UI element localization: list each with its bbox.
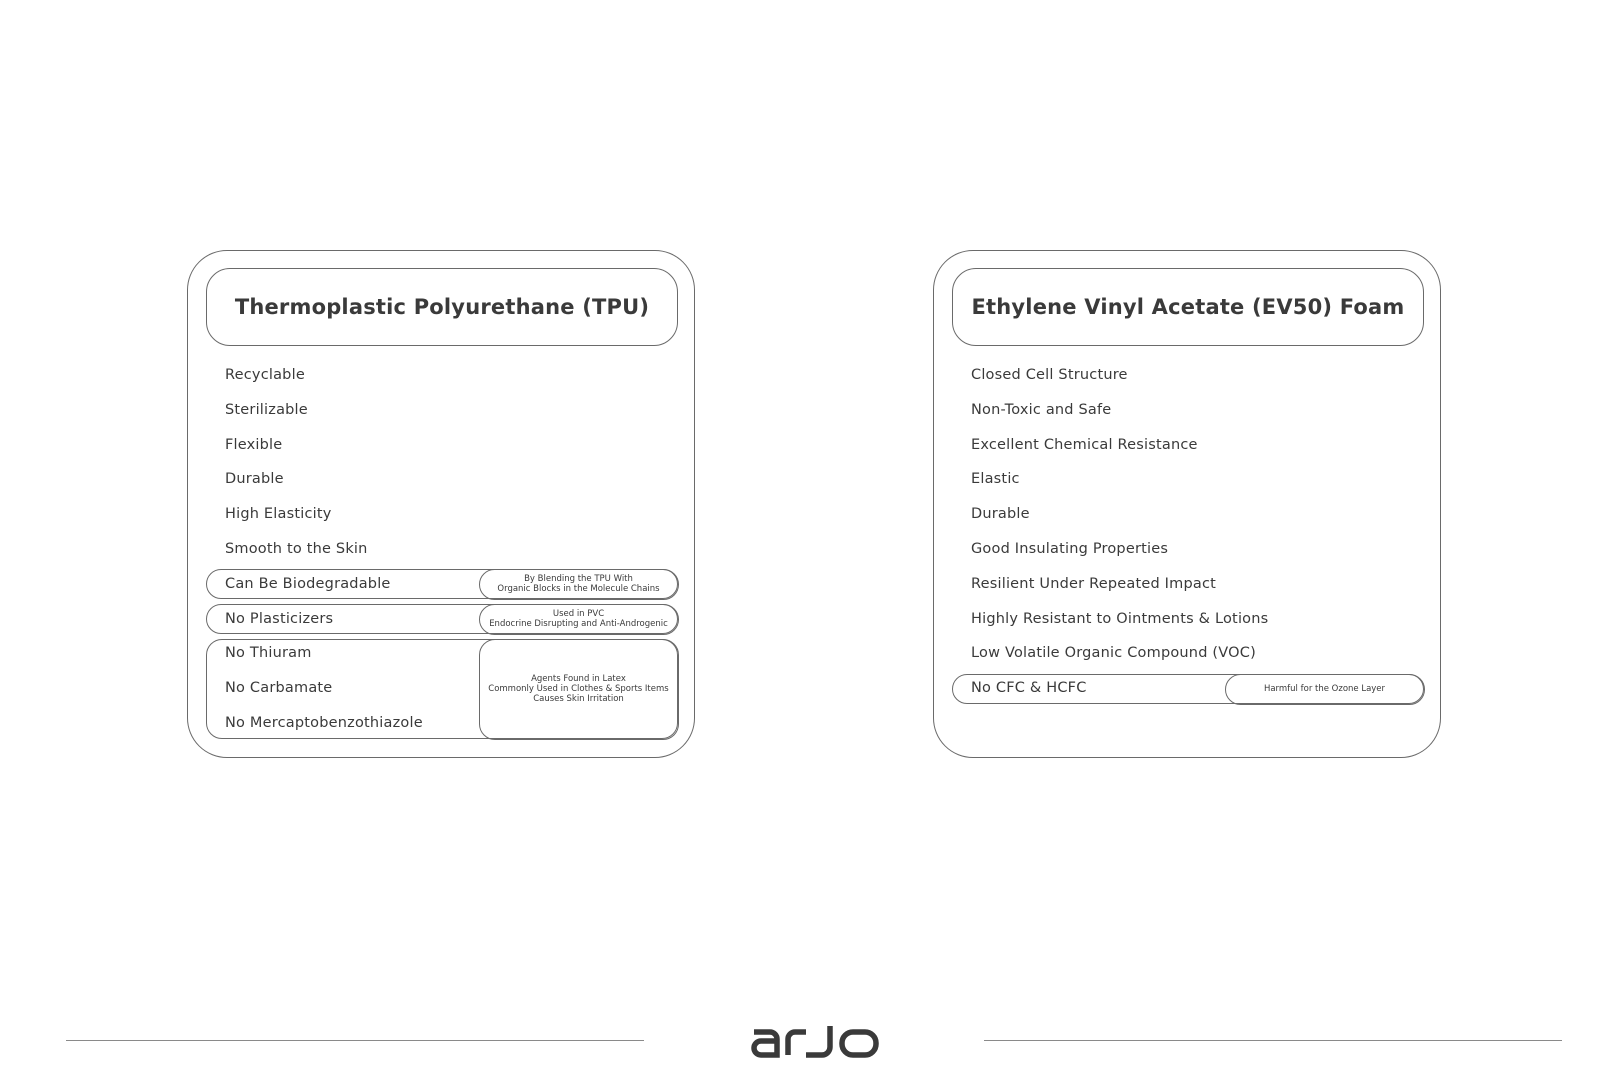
note-line: By Blending the TPU With — [524, 574, 633, 584]
footer-rule-left — [66, 1040, 644, 1041]
tpu-card — [187, 250, 695, 758]
eva-item: Good Insulating Properties — [971, 541, 1169, 557]
note-line: Harmful for the Ozone Layer — [1263, 684, 1386, 694]
tpu-item: Recyclable — [225, 367, 305, 383]
eva-cfc-label: No CFC & HCFC — [971, 680, 1087, 696]
note-line: Used in PVC — [552, 609, 605, 619]
tpu-latex-agent-label: No Thiuram — [225, 645, 312, 661]
tpu-item: Sterilizable — [225, 402, 308, 418]
arjo-logo — [748, 1022, 880, 1058]
eva-item: Resilient Under Repeated Impact — [971, 576, 1217, 592]
tpu-latex-agent-label: No Mercaptobenzothiazole — [225, 715, 423, 731]
tpu-latex-agents-note — [479, 639, 679, 740]
tpu-latex-agent-label: No Carbamate — [225, 680, 333, 696]
eva-title: Ethylene Vinyl Acetate (EV50) Foam — [971, 295, 1405, 319]
note-line: Commonly Used in Clothes & Sports Items — [488, 684, 669, 694]
note-line: Organic Blocks in the Molecule Chains — [497, 584, 660, 594]
eva-item: Durable — [971, 506, 1030, 522]
eva-item: Highly Resistant to Ointments & Lotions — [971, 611, 1269, 627]
tpu-biodegradable-label: Can Be Biodegradable — [225, 576, 391, 592]
note-line: Endocrine Disrupting and Anti-Androgenic — [489, 619, 668, 629]
note-line: Causes Skin Irritation — [533, 694, 624, 704]
tpu-item: Smooth to the Skin — [225, 541, 368, 557]
eva-item: Low Volatile Organic Compound (VOC) — [971, 645, 1256, 661]
eva-item: Closed Cell Structure — [971, 367, 1128, 383]
tpu-item: High Elasticity — [225, 506, 332, 522]
eva-item: Elastic — [971, 471, 1020, 487]
eva-cfc-note — [1225, 674, 1425, 705]
tpu-item: Durable — [225, 471, 284, 487]
footer-rule-right — [984, 1040, 1562, 1041]
eva-title-box — [952, 268, 1424, 346]
note-line: Agents Found in Latex — [531, 674, 626, 684]
eva-item: Excellent Chemical Resistance — [971, 437, 1198, 453]
tpu-title: Thermoplastic Polyurethane (TPU) — [234, 295, 650, 319]
tpu-biodegradable-note — [479, 569, 679, 600]
tpu-title-box — [206, 268, 678, 346]
eva-item: Non-Toxic and Safe — [971, 402, 1112, 418]
tpu-plasticizers-note — [479, 604, 679, 635]
tpu-item: Flexible — [225, 437, 283, 453]
tpu-plasticizers-label: No Plasticizers — [225, 611, 334, 627]
eva-card — [933, 250, 1441, 758]
